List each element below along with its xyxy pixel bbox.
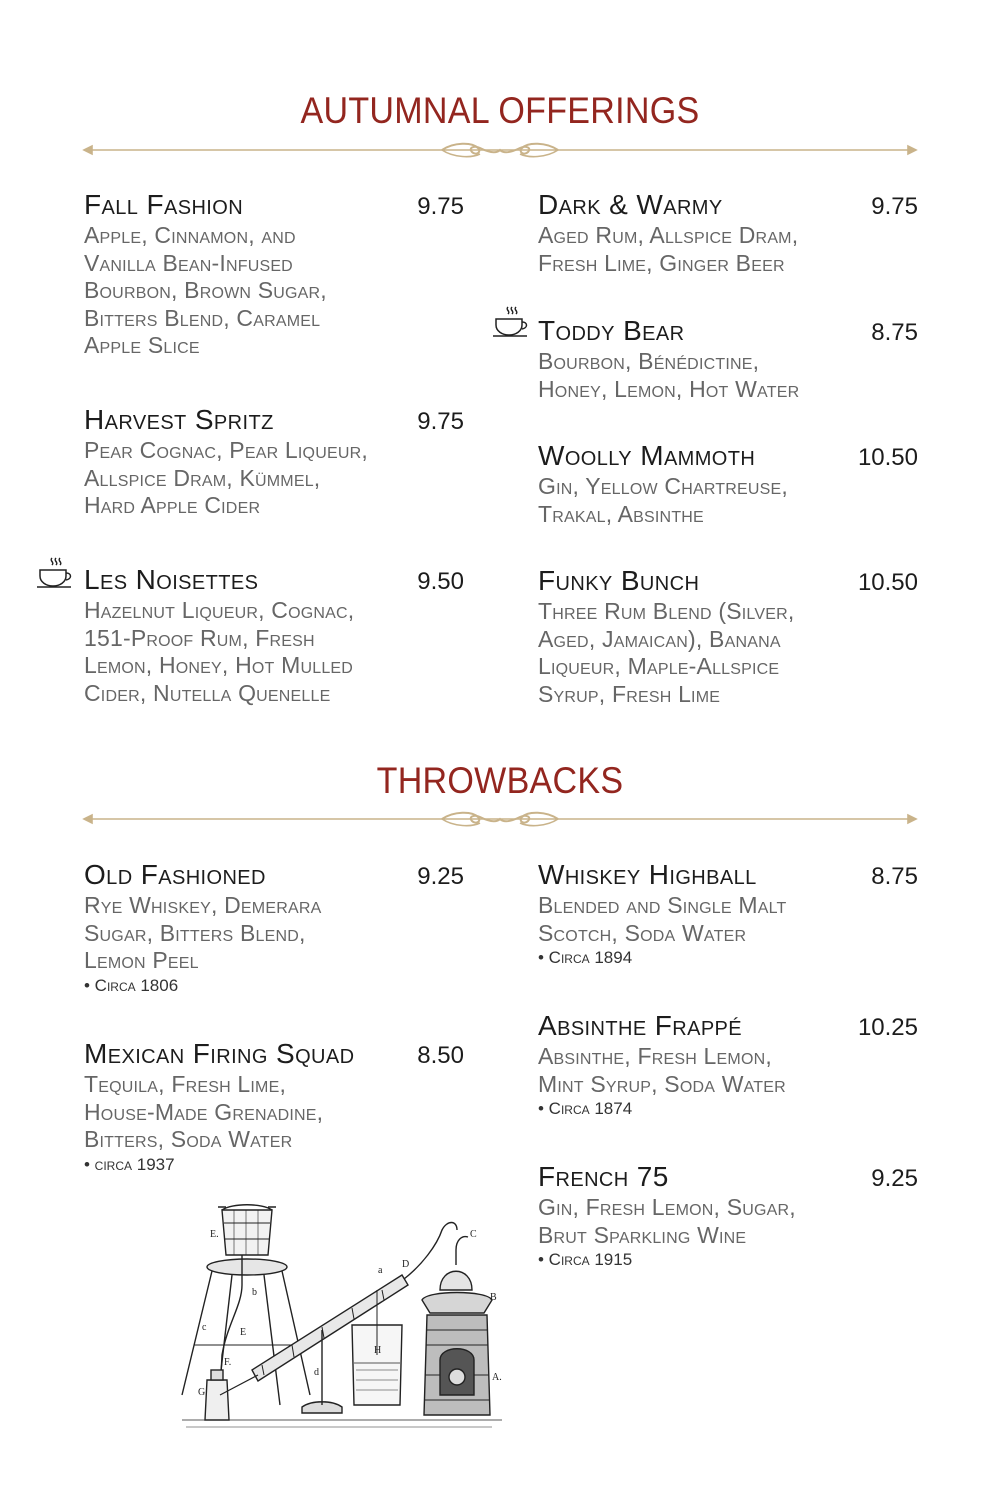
item-description: Rye Whiskey, Demerara Sugar, Bitters Blend, Lemon Peel [84,892,322,973]
item-description: Apple, Cinnamon, and Vanilla Bean-Infused Bourbon, Brown Sugar, Bitters Blend, Caramel Apple Slice [84,222,327,358]
item-description: Three Rum Blend (Silver, Aged, Jamaican), Banana Liqueur, Maple-Allspice Syrup, Fresh Lime [538,598,795,707]
item-description: Absinthe, Fresh Lemon, Mint Syrup, Soda Water [538,1043,786,1097]
distillation-still-illustration [172,1195,507,1435]
item-name: Harvest Spritz [84,404,274,435]
item-name: French 75 [538,1161,669,1192]
item-description: Gin, Yellow Chartreuse, Trakal, Absinthe [538,473,788,527]
illustration-letter: H [374,1345,382,1356]
item-price: 8.75 [871,319,918,346]
menu-item-les-noisettes [84,563,464,707]
item-price: 9.75 [871,193,918,220]
menu-item-mexican-firing-squad [84,1037,464,1176]
menu-item-fall-fashion [84,188,464,360]
item-price: 10.25 [857,1014,918,1041]
section-title-throwbacks: THROWBACKS [376,760,624,801]
menu-item-old-fashioned [84,858,464,997]
menu-item-harvest-spritz [84,403,464,520]
item-price: 8.75 [871,863,918,890]
item-circa: • Circa 1806 [84,975,179,995]
menu-item-woolly-mammoth [538,439,918,528]
illustration-letter: E [240,1327,247,1338]
item-description: Hazelnut Liqueur, Cognac, 151-Proof Rum, Fresh Lemon, Honey, Hot Mulled Cider, Nutella Quenelle [84,597,355,706]
illustration-letter: a [378,1265,383,1276]
ornament-divider [82,809,918,829]
item-description: Bourbon, Bénédictine, Honey, Lemon, Hot Water [538,348,800,402]
item-description: Tequila, Fresh Lime, House-Made Grenadine, Bitters, Soda Water [84,1071,324,1152]
hot-cup-icon [36,556,76,590]
item-name: Old Fashioned [84,859,266,890]
item-description: Pear Cognac, Pear Liqueur, Allspice Dram, Kümmel, Hard Apple Cider [84,437,368,518]
item-description: Blended and Single Malt Scotch, Soda Water [538,892,787,946]
item-price: 9.75 [417,408,464,435]
menu-item-absinthe-frappe [538,1009,918,1120]
menu-item-toddy-bear [538,314,918,403]
menu-item-whiskey-highball [538,858,918,969]
item-price: 10.50 [857,444,918,471]
item-price: 9.25 [417,863,464,890]
item-price: 9.25 [871,1165,918,1192]
illustration-letter: d [314,1367,319,1378]
illustration-letter: D [402,1259,410,1270]
hot-cup-icon [492,305,532,339]
item-price: 9.50 [417,568,464,595]
item-name: Whiskey Highball [538,859,757,890]
item-circa: • Circa 1894 [538,948,633,967]
item-circa: • circa 1937 [84,1154,175,1174]
illustration-letter: B [490,1292,497,1303]
item-circa: • Circa 1915 [538,1250,633,1269]
item-price: 8.50 [417,1042,464,1069]
item-description: Gin, Fresh Lemon, Sugar, Brut Sparkling Wine [538,1194,796,1248]
section-title-autumnal: AUTUMNAL OFFERINGS [300,90,700,131]
illustration-letter: G [198,1387,206,1398]
menu-item-funky-bunch [538,564,918,708]
menu-item-french-75 [538,1160,918,1271]
item-name: Woolly Mammoth [538,440,756,471]
illustration-letter: C [470,1229,477,1240]
item-name: Mexican Firing Squad [84,1038,355,1069]
item-name: Fall Fashion [84,189,244,220]
illustration-letter: c [202,1322,207,1333]
item-description: Aged Rum, Allspice Dram, Fresh Lime, Ginger Beer [538,222,799,276]
item-price: 10.50 [857,569,918,596]
illustration-letter: b [252,1287,257,1298]
item-name: Dark & Warmy [538,189,723,220]
illustration-letter: E. [210,1229,219,1240]
illustration-letter: A. [492,1372,502,1383]
item-name: Funky Bunch [538,565,700,596]
menu-item-dark-warmy [538,188,918,277]
item-name: Toddy Bear [538,315,685,346]
illustration-letter: F. [224,1357,232,1368]
item-circa: • Circa 1874 [538,1099,633,1118]
item-name: Les Noisettes [84,564,259,595]
item-name: Absinthe Frappé [538,1010,743,1041]
ornament-divider [82,140,918,160]
item-price: 9.75 [417,193,464,220]
